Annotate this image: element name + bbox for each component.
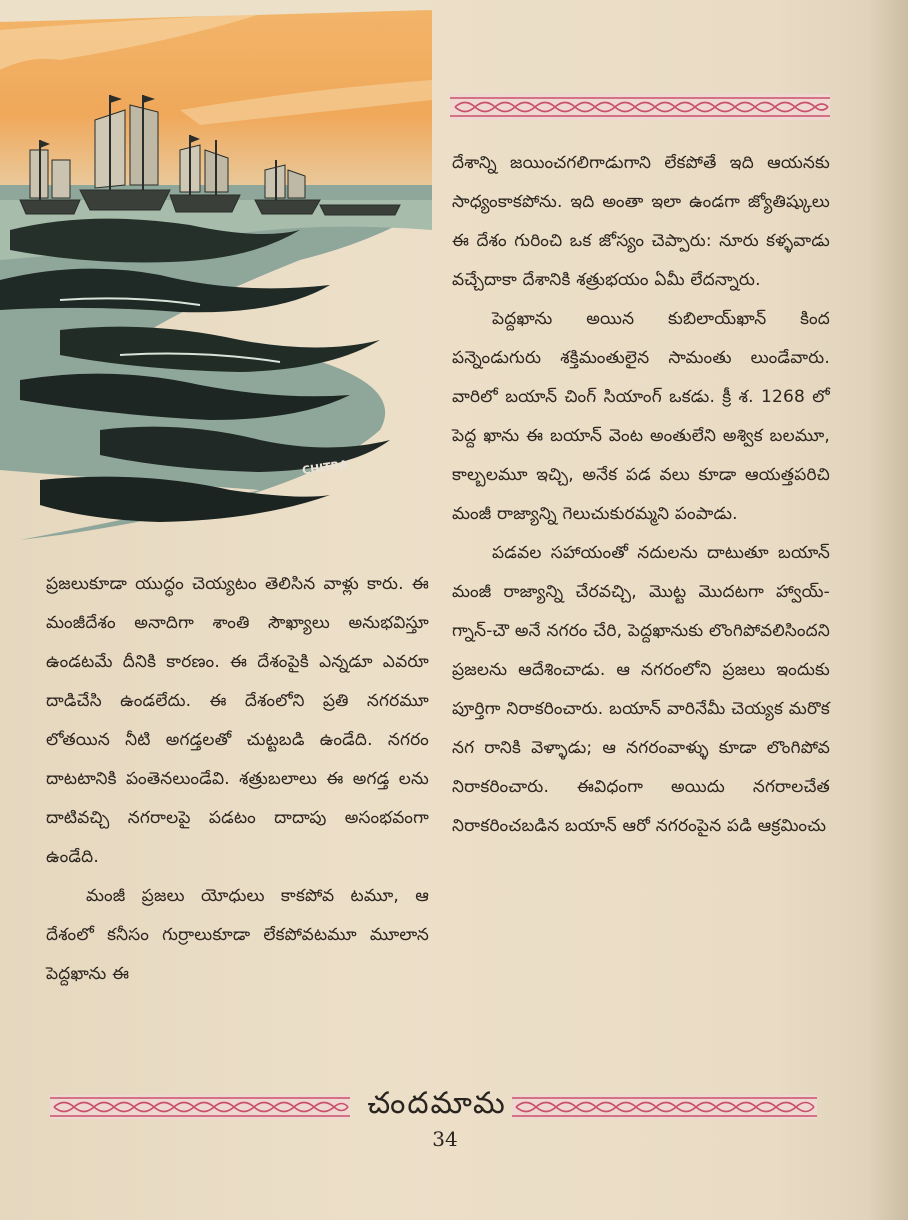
paragraph: దేశాన్ని జయించగలిగాడుగాని లేకపోతే ఇది ఆయనకు సాధ్యంకాకపోను. ఇది అంతా ఇలా ఉండగా జ్యోతిష్కులు ఈ దేశం గురించి ఒక జోస్యం చెప్పారు: నూరు కళ్ళవాడు వచ్చేదాకా దేశానికి శత్రుభయం ఏమీ లేదన్నారు. [452, 153, 830, 290]
right-text-column [452, 144, 830, 846]
decorative-border-bottom-right [512, 1095, 817, 1119]
paragraph: ప్రజలుకూడా యుద్ధం చెయ్యటం తెలిసిన వాళ్లు కారు. ఈ మంజీదేశం అనాదిగా శాంతి సౌఖ్యాలు అనుభవిస్తూ ఉండటమే దీనికి కారణం. ఈ దేశంపైకి ఎన్నడూ ఎవరూ దాడిచేసి ఉండలేదు. ఈ దేశంలోని ప్రతి నగరమూ లోతయిన నీటి అగడ్తలతో చుట్టబడి ఉండేది. నగరం దాటటానికి పంతెనలుండేవి. శత్రుబలాలు ఈ అగడ్త లను దాటివచ్చి నగరాలపై పడటం దాదాపు అసంభవంగా ఉండేది. [46, 574, 429, 867]
paragraph: పడవల సహాయంతో నదులను దాటుతూ బయాన్ మంజీ రాజ్యాన్ని చేరవచ్చి, మొట్ట మొదటగా హ్వాయ్-గ్నాన్-చౌ అనే నగరం చేరి, పెద్దఖానుకు లొంగిపోవలిసిందని ప్రజలను ఆదేశించాడు. ఆ నగరంలోని ప్రజలు ఇందుకు పూర్తిగా నిరాకరించారు. బయాన్ వారినేమీ చెయ్యక మరొక నగ రానికి వెళ్ళాడు; ఆ నగరంవాళ్ళు కూడా లొంగిపోవ నిరాకరించారు. ఈవిధంగా అయిదు నగరాలచేత నిరాకరించబడిన బయాన్ ఆరో నగరంపైన పడి ఆక్రమించు [452, 543, 830, 836]
decorative-border-top [450, 94, 830, 120]
ships-at-sea-illustration [0, 0, 432, 545]
page-number: 34 [432, 1127, 458, 1151]
paragraph: పెద్దఖాను అయిన కుబిలాయ్‌ఖాన్ కింద పన్నెండుగురు శక్తిమంతులైన సామంతు లుండేవారు. వారిలో బయాన్ చింగ్ సియాంగ్ ఒకడు. క్రీ శ. 1268 లో పెద్ద ఖాను ఈ బయాన్ వెంట అంతులేని అశ్విక బలమూ, కాల్బలమూ ఇచ్చి, అనేక పడ వలు కూడా ఆయత్తపరిచి మంజీ రాజ్యాన్ని గెలుచుకురమ్మని పంపాడు. [452, 309, 830, 524]
decorative-border-bottom-left [50, 1095, 350, 1119]
artist-signature: CHITRA [301, 457, 349, 478]
left-text-column [46, 565, 429, 994]
paragraph: మంజీ ప్రజలు యోధులు కాకపోవ టమూ, ఆ దేశంలో కనీసం గుర్రాలుకూడా లేకపోవటమూ మూలాన పెద్దఖాను ఈ [46, 886, 429, 984]
page-edge-shadow [868, 0, 908, 1220]
magazine-title: చందమామ [367, 1086, 507, 1121]
